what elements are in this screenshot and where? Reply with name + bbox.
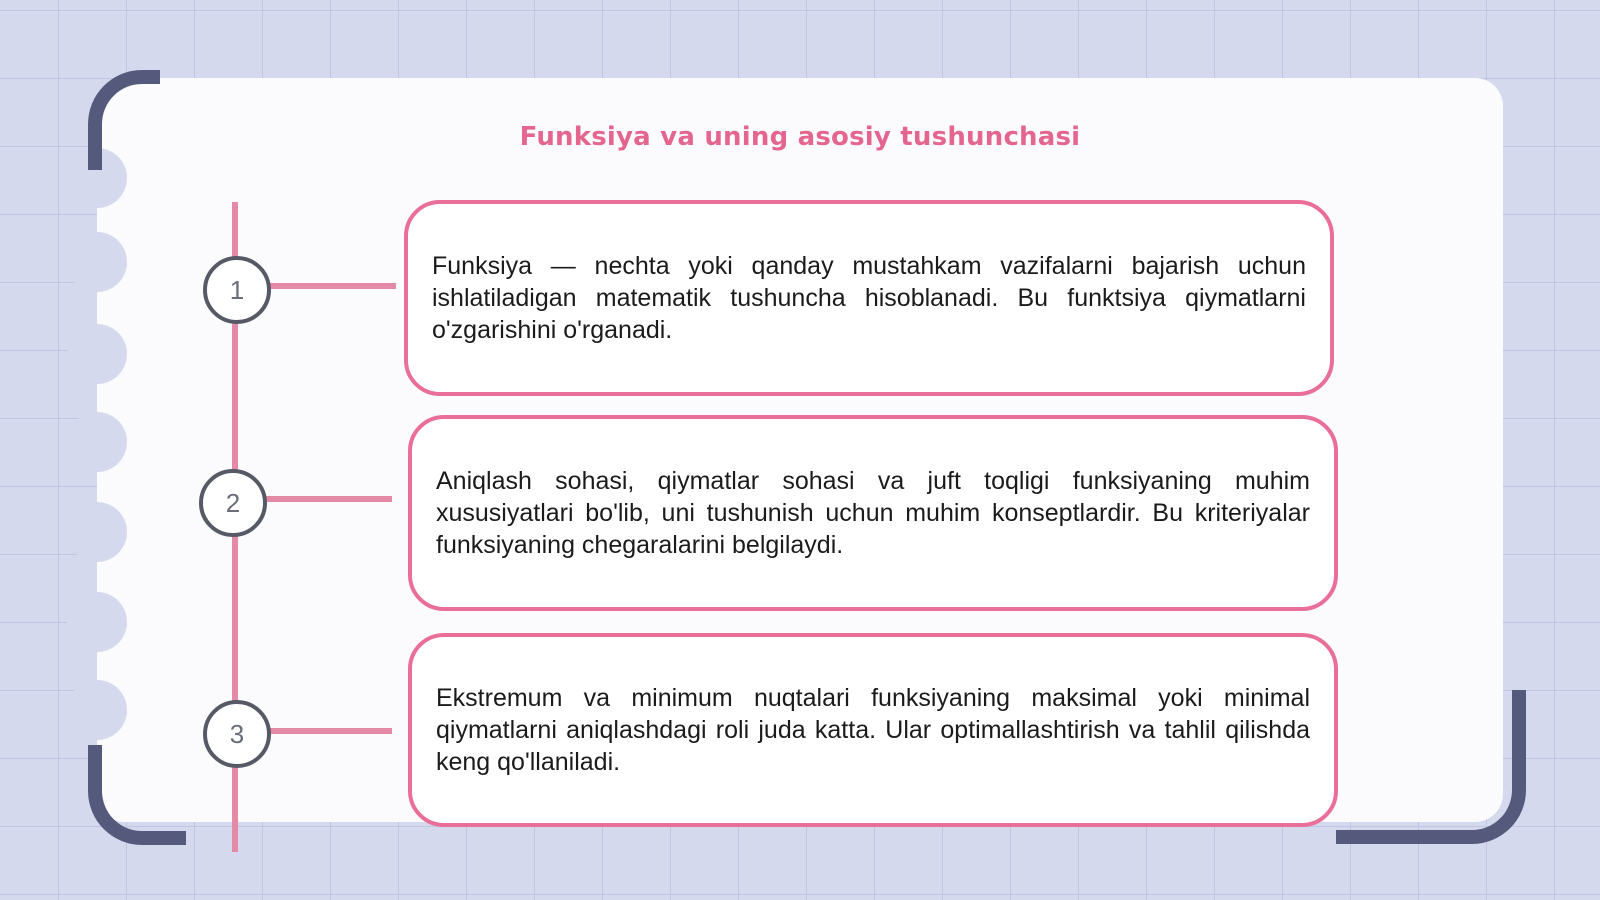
paper-notch xyxy=(67,324,127,384)
timeline-connector xyxy=(268,728,392,734)
step-card-text: Aniqlash sohasi, qiymatlar sohasi va juft toqligi funksiyaning muhim xususiyatlari bo'lib, uni tushunish uchun muhim konseptlardir. Bu kriteriyalar funksiyaning chegaralarini belgilaydi. xyxy=(436,467,1310,559)
slide-title: Funksiya va uning asosiy tushunchasi xyxy=(519,122,1081,152)
step-card-text: Ekstremum va minimum nuqtalari funksiyaning maksimal yoki minimal qiymatlarni aniqlashdagi roli juda katta. Ular optimallashtirish va tahlil qilishda keng qo'llaniladi. xyxy=(436,684,1310,776)
step-number-badge: 2 xyxy=(199,469,267,537)
paper-notch xyxy=(67,412,127,472)
step-card xyxy=(404,200,1334,396)
paper-notch xyxy=(67,232,127,292)
corner-bracket-bottom-left xyxy=(88,745,186,845)
step-card xyxy=(408,633,1338,827)
paper-notch xyxy=(67,680,127,740)
step-number-badge: 3 xyxy=(203,700,271,768)
corner-bracket-bottom-right xyxy=(1336,690,1526,844)
timeline-connector xyxy=(264,496,392,502)
paper-notch xyxy=(67,502,127,562)
timeline-connector xyxy=(268,283,396,289)
corner-bracket-top-left xyxy=(88,70,160,170)
step-card xyxy=(408,415,1338,611)
step-card-text: Funksiya — nechta yoki qanday mustahkam vazifalarni bajarish uchun ishlatiladigan matematik tushuncha hisoblanadi. Bu funktsiya qiymatlarni o'zgarishini o'rganadi. xyxy=(432,252,1306,344)
step-number-badge: 1 xyxy=(203,256,271,324)
paper-notch xyxy=(67,592,127,652)
